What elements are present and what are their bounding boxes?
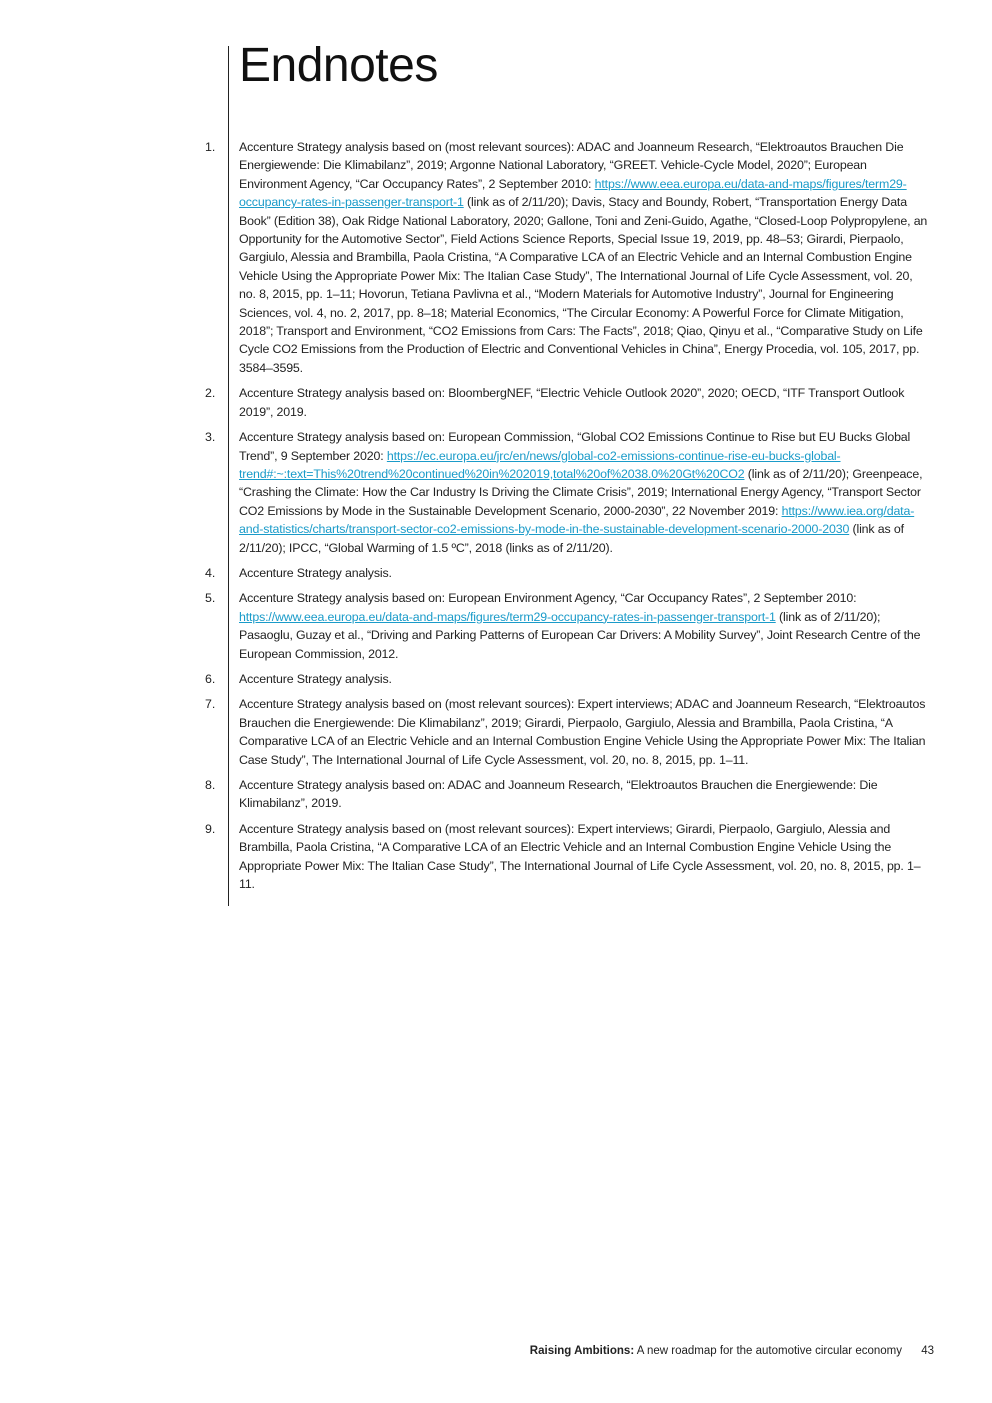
endnote-text-part: Accenture Strategy analysis based on (most relevant sources): Expert interviews; Girardi, Pierpaolo, Gargiulo, Alessia and Brambilla, Paola Cristina, “A Comparative LCA of an Electric Vehicle and an Internal Combustion Engine Vehicle Using the Appropriate Power Mix: The Italian Case Study”, The International Journal of Life Cycle Assessment, vol. 20, no. 8, 2015, pp. 1–11. [239, 821, 921, 892]
endnote-text-part: Accenture Strategy analysis based on (most relevant sources): Expert interviews; ADAC and Joanneum Research, “Elektroautos Brauchen die Energiewende: Die Klimabilanz”, 2019; Girardi, Pierpaolo, Gargiulo, Alessia and Brambilla, Paola Cristina, “A Comparative LCA of an Electric Vehicle and an Internal Combustion Engine Vehicle Using the Appropriate Power Mix: The Italian Case Study”, The International Journal of Life Cycle Assessment, vol. 20, no. 8, 2015, pp. 1–11. [239, 697, 926, 767]
endnote-text [239, 428, 929, 557]
endnote-text [239, 695, 929, 769]
endnote-text-part: Accenture Strategy analysis. [239, 565, 392, 580]
endnote-text [239, 138, 929, 377]
endnote-9 [0, 820, 992, 894]
endnote-number: 2. [205, 386, 216, 401]
endnotes-list [0, 138, 992, 900]
endnote-text-part: Accenture Strategy analysis based on: ADAC and Joanneum Research, “Elektroautos Brauchen die Energiewende: Die Klimabilanz”, 2019. [239, 778, 878, 811]
endnote-text-part: (link as of 2/11/20); Pasaoglu, Guzay et al., “Driving and Parking Patterns of European Car Drivers: A Mobility Survey”, Joint Research Centre of the European Commission, 2012. [239, 609, 921, 661]
endnote-4 [0, 564, 992, 582]
endnote-link[interactable]: https://www.iea.org/data-and-statistics/charts/transport-sector-co2-emissions-by-mode-in-the-sustainable-development-scenario-2000-2030 [239, 503, 915, 537]
endnote-5 [0, 589, 992, 663]
endnote-text-part: Accenture Strategy analysis based on (most relevant sources): ADAC and Joanneum Research, “Elektroautos Brauchen Die Energiewende: Die Klimabilanz”, 2019; Argonne National Laboratory, “GREET. Vehicle-Cycle Model, 2020”; European Environment Agency, “Car Occupancy Rates”, 2 September 2010: [239, 140, 904, 191]
endnote-text [239, 589, 929, 663]
endnote-number: 4. [205, 565, 216, 580]
footer-title: Raising Ambitions: [529, 1345, 635, 1357]
endnote-number: 8. [205, 778, 216, 792]
endnote-number: 1. [205, 140, 216, 154]
endnote-link[interactable]: https://www.eea.europa.eu/data-and-maps/figures/term29-occupancy-rates-in-passenger-transport-1 [239, 609, 776, 624]
endnote-8 [0, 776, 992, 813]
endnote-3 [0, 428, 992, 557]
endnote-text [239, 670, 929, 688]
endnote-text-part: Accenture Strategy analysis based on: European Commission, “Global CO2 Emissions Continue to Rise but EU Bucks Global Trend”, 9 September 2020: [239, 430, 911, 463]
endnote-number: 6. [205, 671, 216, 686]
page-title: Endnotes [239, 39, 438, 92]
endnote-text-part: (link as of 2/11/20); IPCC, “Global Warming of 1.5 ºC”, 2018 (links as of 2/11/20). [239, 522, 904, 555]
endnote-text [239, 776, 929, 813]
page-number: 43 [921, 1345, 934, 1357]
endnote-text-part: Accenture Strategy analysis. [239, 671, 392, 686]
endnote-text [239, 820, 929, 894]
endnote-text-part: (link as of 2/11/20); Davis, Stacy and Boundy, Robert, “Transportation Energy Data Book” (Edition 38), Oak Ridge National Laboratory, 2020; Gallone, Toni and Zeni-Guido, Agathe, “Closed-Loop Polypropylene, an Opportunity for the Automotive Sector”, Field Actions Science Reports, Special Issue 19, 2019, pp. 48–53; Girardi, Pierpaolo, Gargiulo, Alessia and Brambilla, Paola Cristina, “A Comparative LCA of an Electric Vehicle and an Internal Combustion Engine Vehicle Using the Appropriate Power Mix: The Italian Case Study”, The International Journal of Life Cycle Assessment, vol. 20, no. 8, 2015, pp. 1–11; Hovorun, Tetiana Pavlivna et al., “Modern Materials for Automotive Industry”, Journal for Engineering Sciences, vol. 4, no. 2, 2017, pp. 8–18; Material Economics, “The Circular Economy: A Powerful Force for Climate Mitigation, 2018”; Transport and Environment, “CO2 Emissions from Cars: The Facts”, 2018; Qiao, Qinyu et al., “Comparative Study on Life Cycle CO2 Emissions from the Production of Electric and Conventional Vehicles in China”, Energy Procedia, vol. 105, 2017, pp. 3584–3595. [239, 195, 928, 375]
endnote-text-part: (link as of 2/11/20); Greenpeace, “Crashing the Climate: How the Car Industry Is Driving the Climate Crisis”, 2019; International Energy Agency, “Transport Sector CO2 Emissions by Mode in the Sustainable Development Scenario, 2000-2030”, 22 November 2019: [239, 466, 923, 518]
endnote-text-part: Accenture Strategy analysis based on: BloombergNEF, “Electric Vehicle Outlook 2020”, 2020; OECD, “ITF Transport Outlook 2019”, 2019. [239, 386, 905, 419]
footer-subtitle: A new roadmap for the automotive circular economy [636, 1345, 902, 1357]
endnote-link[interactable]: https://ec.europa.eu/jrc/en/news/global-co2-emissions-continue-rise-eu-bucks-global-trend#:~:text=This%20trend%20continued%20in%202019,total%20of%2038.0%20Gt%20CO2 [239, 448, 841, 481]
endnote-number: 9. [205, 821, 216, 836]
endnote-number: 3. [205, 430, 216, 445]
endnote-text [239, 564, 929, 582]
endnote-link[interactable]: https://www.eea.europa.eu/data-and-maps/figures/term29-occupancy-rates-in-passenger-transport-1 [239, 176, 907, 210]
page-footer [530, 1345, 934, 1357]
endnote-text [239, 384, 929, 421]
endnote-6 [0, 670, 992, 688]
endnote-2 [0, 384, 992, 421]
endnote-1 [0, 138, 992, 377]
endnote-text-part: Accenture Strategy analysis based on: European Environment Agency, “Car Occupancy Rates”, 2 September 2010: [239, 591, 857, 606]
endnote-7 [0, 695, 992, 769]
endnote-number: 5. [205, 591, 216, 606]
endnote-number: 7. [205, 697, 216, 712]
